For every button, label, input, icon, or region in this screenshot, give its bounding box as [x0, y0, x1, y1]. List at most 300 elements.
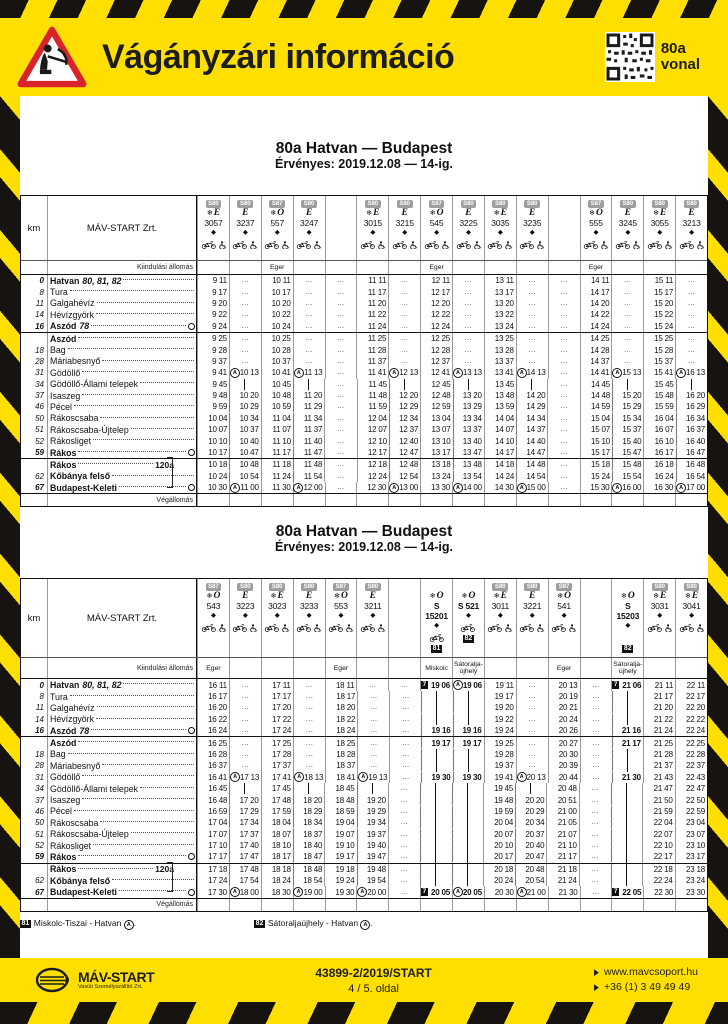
station-name-cell [47, 344, 197, 355]
time-cell: 16 24 [643, 471, 675, 482]
time-cell: ... [579, 794, 611, 805]
non-stop-line [436, 691, 437, 702]
train-category-badge: S80 [620, 200, 636, 208]
bicycle-icon [264, 241, 280, 249]
time-cell [611, 817, 642, 828]
time-cell: ... [229, 321, 261, 332]
station-km: 50 [35, 818, 44, 828]
time-cell: 13 41 [484, 367, 516, 378]
time-cell: 10 10 [197, 435, 229, 446]
non-stop-line [244, 783, 245, 794]
time-cell: 16 10 [643, 435, 675, 446]
bicycle-icon [392, 241, 408, 249]
dot-leader [96, 313, 194, 314]
wavy-line-icon [388, 447, 391, 458]
dot-leader [82, 371, 194, 372]
station-name: Hévízgyörk [50, 309, 94, 320]
time-cell: ... [547, 471, 579, 482]
train-type-letter: O [436, 208, 444, 218]
line-120a-bracket [167, 457, 173, 487]
wavy-line-icon [228, 875, 231, 886]
time-cell: ... [293, 298, 325, 309]
time-cell: 10 18 [197, 459, 229, 470]
station-name-cell [47, 806, 197, 817]
time-cell: ... [675, 356, 707, 367]
train-category-badge: S80 [461, 200, 477, 208]
time-cell: ... [389, 772, 421, 783]
time-cell: 10 59 [261, 401, 293, 412]
footnote-ref-badge: 82 [464, 635, 473, 643]
air-conditioning-icon: ❄ [557, 593, 564, 601]
time-cell: ... [388, 817, 420, 828]
station-name: Gödöllő [50, 367, 81, 378]
time-cell: ... [548, 333, 580, 344]
wavy-line-icon [675, 413, 678, 424]
time-cell [421, 691, 452, 702]
station-row [21, 482, 707, 493]
wavy-line-icon [514, 817, 517, 828]
train-type-letter: E [369, 591, 376, 602]
dot-leader [131, 428, 194, 429]
time-cell: ... [547, 424, 579, 435]
time-cell [420, 875, 451, 886]
time-cell: ... [516, 737, 548, 748]
time-cell: 18 48 [324, 794, 356, 805]
footer-logo-subtitle: Vasúti Személyszállító Zrt. [78, 983, 143, 990]
station-name-cell [47, 459, 197, 470]
time-cell [611, 864, 642, 875]
time-cell: ... [611, 309, 643, 320]
footnote-a-icon: A [357, 887, 367, 897]
train-category-badge: S80 [652, 583, 668, 591]
wavy-line-icon [356, 806, 359, 817]
footnote-ref-badge: 82 [623, 645, 632, 653]
time-cell: 15 30 [580, 482, 612, 493]
time-cell: 18 17 [325, 691, 357, 702]
time-cell: 12 34 [389, 413, 420, 424]
time-cell: 21 11 [643, 679, 675, 690]
time-cell: 21 43 [643, 772, 675, 783]
time-cell: 14 54 [516, 471, 547, 482]
wavy-line-icon [452, 379, 455, 390]
table-header [21, 196, 707, 261]
station-name: Máriabesnyő [50, 356, 101, 367]
origin-station [675, 658, 707, 678]
bicycle-icon [647, 624, 663, 632]
air-conditioning-icon: ❄ [270, 593, 277, 601]
air-conditioning-icon: ❄ [589, 210, 595, 217]
time-cell: 22 50 [675, 794, 707, 805]
dot-leader [70, 695, 194, 696]
footnote-a-icon: A [676, 483, 686, 493]
train-type-letter: E [465, 208, 472, 218]
station-row [21, 435, 707, 446]
mav-start-emblem-icon [34, 965, 74, 995]
time-cell: ... [293, 356, 325, 367]
time-cell: 15 20 [643, 298, 675, 309]
train-category-badge: S80 [684, 583, 700, 591]
time-cell: 19 17 [484, 691, 516, 702]
time-cell: ... [229, 344, 261, 355]
time-cell [676, 379, 707, 390]
time-cell: 18 48 [293, 864, 324, 875]
time-cell: ... [325, 333, 357, 344]
wavy-line-icon [356, 783, 359, 794]
station-row [21, 298, 707, 309]
time-cell: ... [293, 714, 325, 725]
time-cell: 16 17 [197, 691, 229, 702]
wavy-line-icon [292, 459, 295, 470]
time-cell: 9 22 [197, 309, 229, 320]
time-cell: 9 37 [197, 356, 229, 367]
air-conditioning-icon: ❄ [684, 593, 691, 601]
wavy-line-icon [675, 459, 678, 470]
terminus-label: Végállomás [47, 494, 197, 506]
wheelchair-icon [281, 624, 290, 632]
time-cell: 13 22 [484, 309, 516, 320]
time-cell: ... [516, 679, 548, 690]
station-name: Rákos [50, 459, 77, 470]
station-name-cell [47, 794, 197, 805]
train-category-badge: S80 [684, 200, 700, 208]
time-cell: 17 20 [261, 702, 293, 713]
air-conditioning-icon: ❄ [653, 593, 659, 601]
time-cell: 21 16 [612, 725, 643, 736]
wheelchair-icon [313, 624, 322, 632]
train-column-header [356, 196, 388, 260]
time-cell: A 19 00 [293, 886, 325, 897]
wheelchair-icon [281, 241, 290, 249]
time-cell: ... [452, 298, 484, 309]
time-cell: 18 45 [324, 783, 356, 794]
time-cell: 14 04 [484, 413, 516, 424]
time-cell: 15 37 [643, 356, 675, 367]
time-cell: 19 40 [357, 840, 388, 851]
dot-leader [82, 798, 194, 799]
time-cell: ... [452, 333, 484, 344]
footnote-a-icon: A [230, 483, 240, 493]
time-cell: ... [547, 379, 579, 390]
time-cell: 22 24 [642, 875, 674, 886]
time-cell: ... [388, 321, 420, 332]
origin-station: Eger [261, 261, 293, 274]
station-name-cell [47, 390, 197, 401]
time-cell: 21 37 [643, 760, 675, 771]
wavy-line-icon [611, 447, 614, 458]
wavy-line-icon [228, 413, 231, 424]
station-name-cell [47, 321, 197, 332]
timetable-2 [20, 578, 708, 911]
time-cell: ... [229, 691, 261, 702]
dot-leader [100, 417, 194, 418]
spacer-column-header [388, 579, 420, 657]
air-conditioning-icon: ❄ [429, 210, 436, 217]
time-cell: ... [579, 806, 611, 817]
wavy-line-icon [419, 806, 422, 817]
diamond-icon: ◆ [689, 612, 695, 620]
station-km [21, 333, 47, 344]
dot-leader [102, 360, 194, 361]
time-cell: 14 40 [516, 435, 547, 446]
table-header [21, 579, 707, 658]
time-cell: ... [452, 321, 484, 332]
time-cell: ... [516, 725, 548, 736]
wheelchair-icon [249, 624, 258, 632]
train-type-letter: O [595, 208, 603, 218]
time-cell: 12 29 [389, 401, 420, 412]
time-cell: ... [229, 749, 261, 760]
time-cell: 17 45 [261, 783, 293, 794]
station-name: Isaszeg [50, 795, 81, 806]
train-column-header [675, 579, 707, 657]
station-name-cell [47, 817, 197, 828]
origin-row [21, 658, 707, 679]
diamond-icon: ◆ [242, 612, 248, 620]
time-cell: 22 24 [675, 725, 707, 736]
origin-station [261, 658, 293, 678]
time-cell: 14 59 [580, 401, 612, 412]
wavy-line-icon [292, 447, 295, 458]
time-cell: ... [357, 702, 389, 713]
station-km: 59 [35, 448, 44, 458]
time-cell: 15 11 [643, 275, 675, 286]
station-row [21, 806, 707, 817]
train-category-badge: S87 [206, 583, 222, 591]
train-number: 3235 [523, 218, 542, 228]
time-cell: 16 59 [197, 806, 229, 817]
time-cell: 21 59 [642, 806, 674, 817]
time-cell: ... [357, 760, 389, 771]
train-type-letter: E [659, 591, 667, 602]
origin-station [356, 658, 388, 678]
time-cell: 10 28 [261, 344, 293, 355]
time-cell: 21 22 [643, 714, 675, 725]
time-cell: 7 22 05 [611, 886, 643, 897]
dot-leader [93, 439, 194, 440]
non-stop-line [435, 840, 436, 851]
station-name-cell [47, 840, 197, 851]
diamond-icon: ◆ [210, 612, 216, 620]
station-name-cell [47, 749, 197, 760]
time-cell: 19 16 [453, 725, 484, 736]
bicycle-icon [296, 624, 312, 632]
train-number: 541 [557, 601, 571, 612]
time-cell [452, 851, 483, 862]
time-cell: 11 17 [356, 286, 388, 297]
time-cell: 17 29 [229, 806, 260, 817]
diamond-icon: ◆ [434, 229, 440, 236]
line-word: vonal [660, 56, 700, 73]
wavy-line-icon [292, 471, 295, 482]
time-cell: 9 24 [197, 321, 229, 332]
time-cell: 13 07 [420, 424, 452, 435]
time-cell: ... [388, 875, 420, 886]
station-row [21, 424, 707, 435]
wavy-line-icon [356, 851, 359, 862]
time-cell: 19 04 [324, 817, 356, 828]
arrow-icon: ▶ [594, 982, 600, 992]
station-row [21, 679, 707, 690]
station-name: Tura [50, 287, 68, 298]
time-cell: 18 07 [261, 829, 293, 840]
time-cell [452, 817, 483, 828]
non-stop-line [468, 691, 469, 702]
time-cell: 12 48 [420, 390, 452, 401]
wavy-line-icon [514, 783, 517, 794]
page-title: Vágányzári információ [102, 37, 455, 76]
time-cell: A 18 00 [229, 886, 261, 897]
track-work-warning-icon [16, 25, 88, 89]
time-cell: 21 05 [546, 817, 578, 828]
station-row [21, 390, 707, 401]
non-stop-line [435, 851, 436, 862]
time-cell: 21 10 [546, 840, 578, 851]
footer-phone: ▶ +36 (1) 3 49 49 49 [594, 981, 691, 993]
time-cell: ... [324, 413, 356, 424]
time-cell: 7 20 05 [420, 886, 452, 897]
time-cell [229, 379, 260, 390]
station-name: Kőbánya felső [50, 875, 111, 886]
time-cell: 15 17 [580, 447, 612, 458]
time-cell: 17 10 [197, 840, 229, 851]
interchange-circle-icon [188, 484, 195, 491]
non-stop-line [468, 702, 469, 713]
wavy-line-icon [228, 447, 231, 458]
time-cell: 15 22 [643, 309, 675, 320]
time-cell: 10 37 [261, 356, 293, 367]
time-cell: ... [324, 447, 356, 458]
time-cell: 13 04 [420, 413, 452, 424]
time-cell: 12 24 [420, 321, 452, 332]
wavy-line-icon [420, 702, 423, 713]
wavy-line-icon [610, 783, 613, 794]
wavy-line-icon [292, 379, 295, 390]
train-number: S [625, 601, 631, 612]
time-cell: 14 20 [580, 298, 612, 309]
km-header: km [27, 222, 41, 234]
time-cell: 11 22 [356, 309, 388, 320]
station-km: 16 [35, 321, 44, 331]
wavy-line-icon [452, 772, 455, 783]
train-category-badge: S87 [556, 583, 572, 591]
time-cell: 11 25 [356, 333, 388, 344]
time-cell [611, 851, 642, 862]
table2-validity: Érvényes: 2019.12.08 — 14-ig. [275, 540, 453, 555]
wavy-line-icon [228, 401, 231, 412]
time-cell: 9 59 [197, 401, 229, 412]
station-km: 37 [35, 391, 44, 401]
time-cell: 13 48 [484, 390, 516, 401]
time-cell: 14 28 [580, 344, 612, 355]
non-stop-line [436, 749, 437, 760]
time-cell: A 20 00 [356, 886, 388, 897]
non-stop-line [626, 840, 627, 851]
train-number: 555 [589, 218, 603, 228]
time-cell: 22 04 [642, 817, 674, 828]
wavy-line-icon [611, 413, 614, 424]
time-cell: 21 47 [642, 783, 674, 794]
time-cell [453, 714, 484, 725]
time-cell: ... [548, 356, 580, 367]
time-cell [611, 829, 642, 840]
table2-title: 80a Hatvan — Budapest [275, 523, 453, 541]
non-stop-line [467, 794, 468, 805]
time-cell: 11 48 [293, 459, 324, 470]
time-cell: ... [229, 309, 261, 320]
time-cell: 9 20 [197, 298, 229, 309]
time-cell: 17 18 [197, 864, 229, 875]
time-cell: ... [229, 737, 261, 748]
time-cell: ... [293, 760, 325, 771]
time-cell: 22 10 [642, 840, 674, 851]
time-cell: 11 10 [261, 435, 293, 446]
wavy-line-icon [292, 390, 295, 401]
connecting-lines: 78 [79, 725, 90, 736]
time-cell: 19 54 [357, 875, 388, 886]
time-cell: 16 29 [676, 401, 707, 412]
wavy-line-icon [419, 829, 422, 840]
time-cell: ... [325, 275, 357, 286]
time-cell: ... [229, 298, 261, 309]
origin-station: Eger [325, 658, 357, 678]
time-cell: 17 47 [229, 851, 260, 862]
time-cell: 23 24 [675, 875, 707, 886]
time-cell: 11 47 [293, 447, 324, 458]
time-cell: ... [547, 447, 579, 458]
train-category-badge: S80 [397, 200, 413, 208]
time-cell: 10 37 [229, 424, 260, 435]
origin-station [484, 658, 516, 678]
station-name-cell [47, 783, 197, 794]
bicycle-icon [487, 624, 503, 632]
station-km: 11 [35, 298, 44, 308]
time-cell: 19 29 [357, 806, 388, 817]
time-cell: ... [357, 737, 389, 748]
train-column-header [643, 196, 675, 260]
wavy-line-icon [452, 435, 455, 446]
time-cell: ... [580, 760, 612, 771]
time-cell [293, 379, 324, 390]
time-cell: 13 59 [484, 401, 516, 412]
time-cell: ... [293, 275, 325, 286]
spacer-column-header [548, 196, 580, 260]
header-banner [0, 18, 728, 96]
time-cell: ... [325, 298, 357, 309]
station-name-cell [47, 482, 197, 493]
time-cell: ... [675, 321, 707, 332]
time-cell: ... [293, 333, 325, 344]
time-cell: 21 30 [548, 886, 580, 897]
non-stop-line [436, 760, 437, 771]
wavy-line-icon [451, 817, 454, 828]
time-cell: 20 20 [515, 794, 546, 805]
wavy-line-icon [420, 737, 423, 748]
train-number: 3057 [204, 218, 223, 228]
non-stop-line [435, 864, 436, 875]
train-number: 15203 [616, 611, 640, 622]
time-cell: 13 30 [420, 482, 452, 493]
train-number: 543 [206, 601, 221, 612]
origin-station [229, 658, 261, 678]
time-cell: 16 20 [676, 390, 707, 401]
diamond-icon: ◆ [465, 612, 471, 620]
wavy-line-icon [292, 413, 295, 424]
station-km [21, 459, 47, 470]
time-cell: ... [388, 309, 420, 320]
time-cell: 22 17 [675, 691, 707, 702]
station-row [21, 286, 707, 297]
train-column-header [420, 579, 452, 657]
